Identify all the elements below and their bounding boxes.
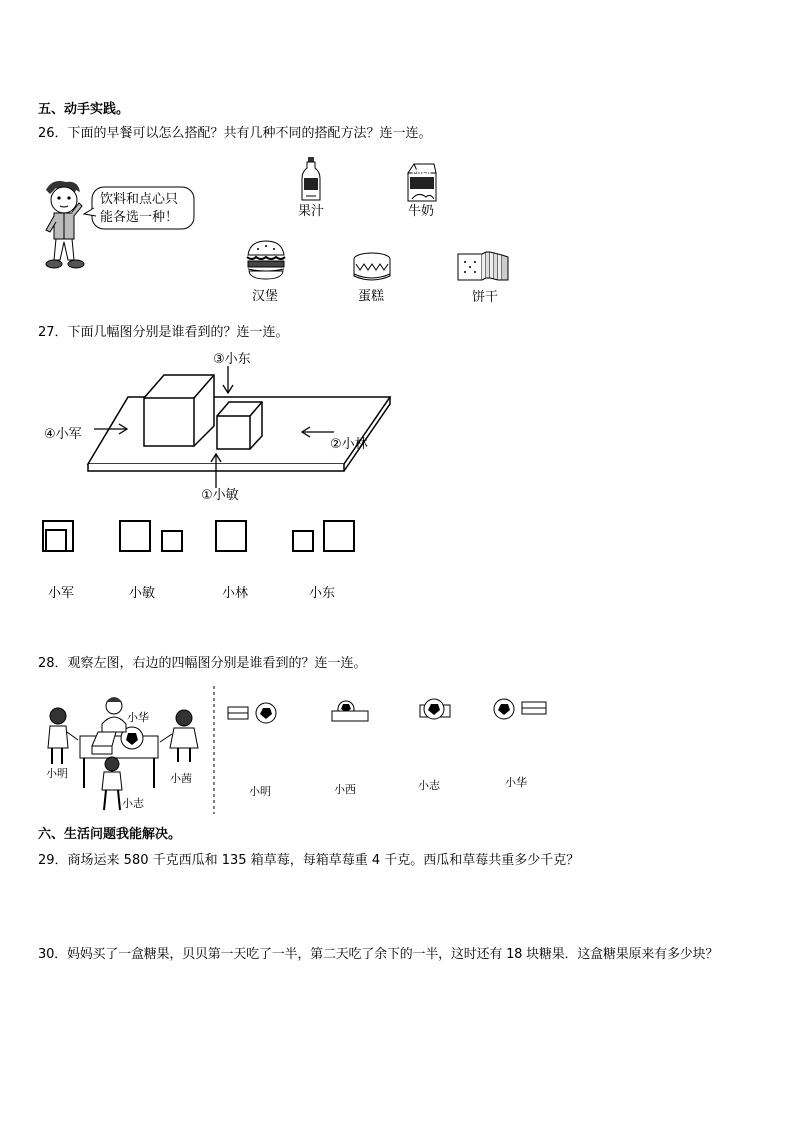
biscuit-icon: [456, 250, 514, 284]
name-xiaolin: 小林: [222, 586, 249, 601]
view-option-3: [216, 521, 246, 551]
viewer-xiaolin-label: ②小林: [330, 437, 368, 452]
q28-name-xiaohua: 小华: [505, 776, 527, 789]
bubble-text-line-1: 饮料和点心只: [100, 192, 179, 207]
q28-view-option-1: [228, 703, 276, 723]
biscuit-label: 饼干: [472, 290, 499, 305]
q28-view-option-2: [332, 701, 368, 721]
section-6-title: 六、生活问题我能解决。: [38, 827, 182, 842]
bubble-text-line-2: 能各选一种！: [100, 210, 179, 225]
cake-icon: [352, 252, 392, 284]
q28-view-option-4: [494, 699, 546, 719]
q28-view-options: [226, 698, 556, 728]
hamburger-label: 汉堡: [252, 289, 279, 304]
section-5-title: 五、动手实践。: [38, 102, 130, 117]
view-options: [40, 518, 360, 558]
view-option-4: [293, 521, 354, 551]
table-and-cubes-diagram: [40, 350, 420, 510]
name-xiaomin: 小敏: [129, 586, 156, 601]
question-29-text: 29．商场运来 580 千克西瓜和 135 箱草莓，每箱草莓重 4 千克。西瓜和草莓共重多少千克？: [38, 853, 580, 868]
milk-carton-text: MILK: [412, 168, 432, 176]
dashed-divider: [212, 686, 216, 816]
view-option-2: [120, 521, 182, 551]
question-27-text: 27．下面几幅图分别是谁看到的？连一连。: [38, 325, 289, 340]
view-option-1: [43, 521, 73, 551]
juice-bottle-icon: [300, 156, 322, 202]
name-xiaodong: 小东: [309, 586, 336, 601]
scene-label-xiaozhi: 小志: [122, 797, 144, 810]
q28-view-option-3: [420, 699, 450, 719]
question-26-text: 26．下面的早餐可以怎么搭配？共有几种不同的搭配方法？连一连。: [38, 126, 432, 141]
scene-label-xiaohua: 小华: [127, 711, 149, 724]
viewer-xiaomin-label: ①小敏: [201, 488, 239, 503]
viewer-xiaojun-label: ④小军: [44, 427, 82, 442]
viewer-xiaodong-label: ③小东: [213, 352, 251, 367]
cake-label: 蛋糕: [358, 289, 385, 304]
q28-name-xiaoming: 小明: [249, 785, 271, 798]
hamburger-icon: [246, 239, 286, 283]
name-xiaojun: 小军: [48, 586, 75, 601]
q28-name-xiaoxi: 小西: [334, 783, 356, 796]
scene-label-xiaoming: 小明: [46, 767, 68, 780]
question-28-text: 28．观察左图，右边的四幅图分别是谁看到的？连一连。: [38, 656, 367, 671]
q28-name-xiaozhi: 小志: [418, 779, 440, 792]
question-30-text: 30．妈妈买了一盒糖果，贝贝第一天吃了一半，第二天吃了余下的一半，这时还有 18 块糖果．这盒糖果原来有多少块？: [38, 947, 719, 962]
milk-label: 牛奶: [408, 204, 435, 219]
scene-label-xiaoqian: 小茜: [170, 772, 192, 785]
juice-label: 果汁: [298, 204, 325, 219]
